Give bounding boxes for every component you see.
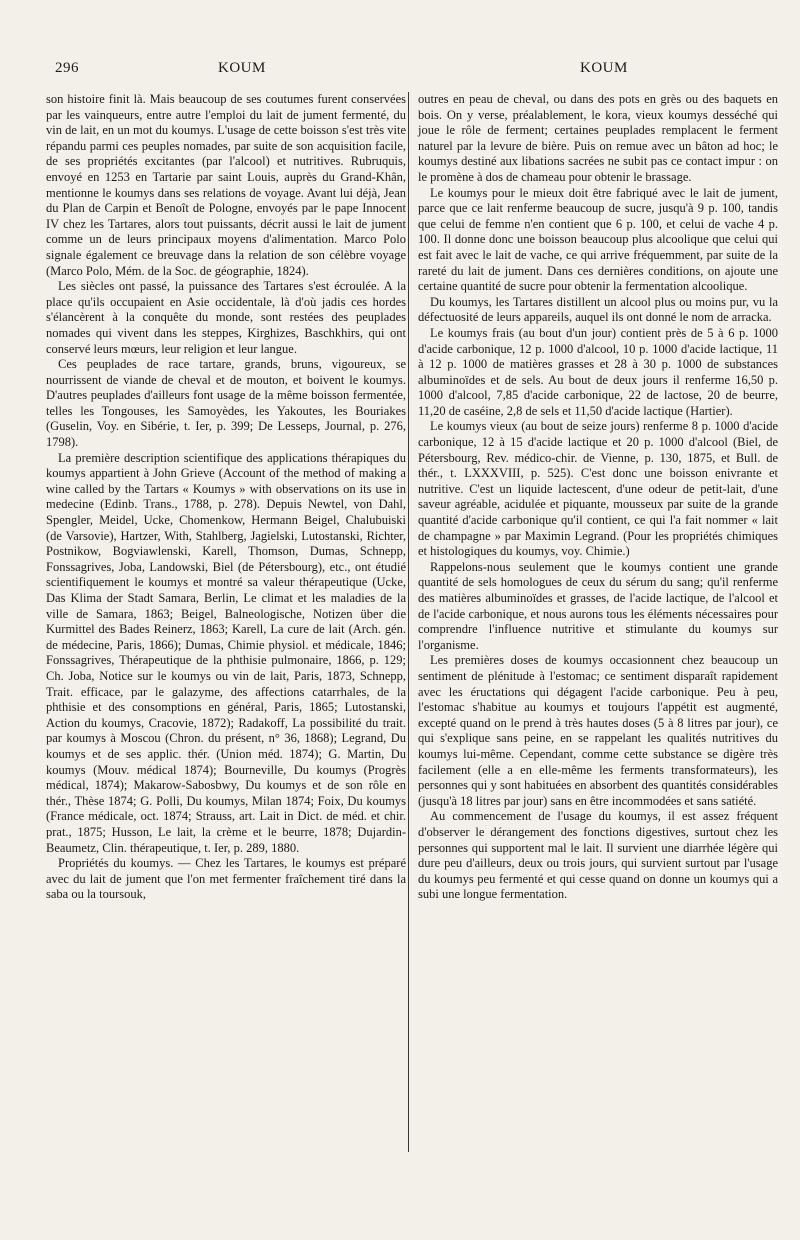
paragraph: La première description scientifique des applications thérapiques du koumys appartient à John Grieve (Account of the method of making a wine called by the Tartars « Koumys » with observations on its use in medecine (Edinb. Trans., 1788, p. 278). Depuis Newtel, von Dahl, Spengler, Meidel, Ucke, Chomenkow, Hermann Beigel, Chalubuiski (de Varsovie), Hartzer, With, Stahlberg, Jagielski, Lutostanski, Richter, Postnikow, Bogviawlenski, Karell, Thomson, Dumas, Schnepp, Fonssagrives, Joba, Landowski, Biel (de Pétersbourg), etc., ont étudié scientifiquement le koumys et montré sa valeur thérapeutique (Ucke, Das Klima der Stadt Samara, Berlin, Le climat et les maladies de la ville de Samara, 1863; Beigel, Balneologische, Notizen über die Kurmittel des Bades Reinerz, 1863; Karell, La cure de lait (Arch. gén. de médecine, Paris, 1866); Dumas, Chimie physiol. et médicale, 1846; Fonssagrives, Thérapeutique de la phthisie pulmonaire, 1866, p. 129; Ch. Joba, Notice sur le koumys ou vin de lait, Paris, 1873, Schnepp, Trait. efficace, par le galazyme, des affections catarrhales, de la phthisie et des consomptions en général, Paris, 1865; Lutostanski, Action du koumys, Cracovie, 1872); Radakoff, La possibilité du trait. par koumys à Moscou (Chron. du présent, n° 36, 1868); Legrand, Du koumys et de ses applic. thér. (Union méd. 1874); G. Martin, Du koumys (Mouv. médical 1874); Bourneville, Du koumys (Progrès médical, 1874); Makarow-Sabosbwy, Du koumys et de son rôle en thér., Thèse 1874; G. Polli, Du koumys, Milan 1874; Foix, Du koumys (France médicale, oct. 1874; Strauss, art. Lait in Dict. de méd. et chir. prat., 1875; Husson, Le lait, la crème et le beurre, 1878; Dujardin-Beaumetz, Clin. thérapeutique, t. Ier, p. 289, 1880. (46, 450, 406, 855)
paragraph: Au commencement de l'usage du koumys, il est assez fréquent d'observer le dérangement des fonctions digestives, surtout chez les personnes qui supportent mal le lait. Il survient une diarrhée légère qui dure peu d'ailleurs, deux ou trois jours, qui survient surtout par l'usage du koumys peu fermenté et qui cesse quand on donne un koumys qui a subi une longue fermentation. (418, 809, 778, 902)
paragraph: Les siècles ont passé, la puissance des Tartares s'est écroulée. A la place qu'ils occupaient en Asie occidentale, là d'où jadis ces hordes s'élancèrent à la conquête du monde, sont restées des peuplades nomades qui vivent dans les steppes, Kirghizes, Baschkhirs, qui ont conservé leurs mœurs, leur religion et leur langue. (46, 279, 406, 356)
paragraph: Rappelons-nous seulement que le koumys contient une grande quantité de sels homologues de ceux du sérum du sang; qu'il renferme des matières albuminoïdes et grasses, de l'acide lactique, de l'alcool et de l'acide carbonique, et nous aurons tous les éléments nécessaires pour comprendre l'influence nutritive et stimulante du koumys sur l'organisme. (418, 559, 778, 652)
paragraph: Propriétés du koumys. — Chez les Tartares, le koumys est préparé avec du lait de jument que l'on met fermenter fraîchement tiré dans la saba ou la toursouk, (46, 856, 406, 902)
paragraph: Le koumys vieux (au bout de seize jours) renferme 8 p. 1000 d'acide carbonique, 12 à 15 d'acide lactique et 20 p. 1000 d'alcool (Biel, de Pétersbourg, Rev. médico-chir. de Vienne, p. 130, 1875, et Bull. de thér., t. LXXXVIII, p. 525). C'est donc une boisson enivrante et nutritive. C'est un liquide lactescent, d'une odeur de petit-lait, d'une saveur agréable, acidulée et piquante, mousseux par suite de la grande quantité d'acide carbonique qu'il contient, ce qui l'a fait nommer « lait de champagne » par Maximin Legrand. (Pour les propriétés chimiques et histologiques du koumys, voy. Chimie.) (418, 419, 778, 559)
paragraph: Le koumys frais (au bout d'un jour) contient près de 5 à 6 p. 1000 d'acide carbonique, 12 p. 1000 d'alcool, 10 p. 1000 d'acide lactique, 11 à 12 p. 1000 de matières grasses et 28 à 30 p. 1000 de substances albuminoïdes et de sels. Au bout de deux jours il renferme 16,50 p. 1000 d'alcool, 7,85 d'acide carbonique, 22 de lactose, 20 de beurre, 11,20 de caséine, 2,8 de sels et 11,50 d'acide lactique (Hartier). (418, 325, 778, 418)
page-number: 296 (55, 60, 79, 76)
right-column (418, 92, 778, 903)
running-head-left: KOUM (218, 60, 266, 76)
column-divider (408, 92, 409, 1152)
paragraph: son histoire finit là. Mais beaucoup de ses coutumes furent conservées par les vainqueurs, entre autre l'emploi du lait de jument fermenté, du vin de lait, en un mot du koumys. L'usage de cette boisson s'est très vite répandu parmi ces peuples nomades, par suite de son acquisition facile, de ses propriétés excitantes (par l'alcool) et nutritives. Rubruquis, envoyé en 1253 en Tartarie par saint Louis, auprès du Grand-Khân, mentionne le koumys dans ses relations de voyage. Avant lui déjà, Jean du Plan de Carpin et Benoît de Pologne, envoyés par le pape Innocent IV chez les Tartares, alors tout puissants, décrit aussi le lait de jument comme un de leurs principaux moyens d'alimentation. Marco Polo signale également ce breuvage dans la relation de son célèbre voyage (Marco Polo, Mém. de la Soc. de géographie, 1824). (46, 92, 406, 278)
paragraph: Ces peuplades de race tartare, grands, bruns, vigoureux, se nourrissent de viande de cheval et de mouton, et boivent le koumys. D'autres peuplades d'ailleurs font usage de la même boisson fermentée, telles les Tongouses, les Samoyèdes, les Yakoutes, les Bouriakes (Guselin, Voy. en Sibérie, t. Ier, p. 399; De Lesseps, Journal, p. 276, 1798). (46, 357, 406, 450)
paragraph: outres en peau de cheval, ou dans des pots en grès ou des baquets en bois. On y verse, préalablement, le kora, vieux koumys desséché qui joue le rôle de ferment; certaines peuplades remplacent le ferment naturel par la levure de bière. Puis on remue avec un bâton ad hoc; le koumys destiné aux libations sacrées ne subit pas ce contact impur : on le promène à dos de chameau pour obtenir le brassage. (418, 92, 778, 184)
running-head-right: KOUM (580, 60, 628, 76)
paragraph: Le koumys pour le mieux doit être fabriqué avec le lait de jument, parce que ce lait renferme beaucoup de sucre, jusqu'à 9 p. 100, tandis que celui de femme n'en contient que 6 p. 100, et celui de vache 4 p. 100. Il donne donc une boisson beaucoup plus alcoolique que celui qui est fait avec le lait de vache, ce qui arrive fréquemment, par suite de la rareté du lait de jument. Dans ces dernières conditions, on ajoute une certaine quantité de sucre pour obtenir la fermentation alcoolique. (418, 185, 778, 294)
paragraph: Les premières doses de koumys occasionnent chez beaucoup un sentiment de plénitude à l'estomac; ce sentiment disparaît rapidement avec les éructations qui dégagent l'acide carbonique. Peu à peu, l'estomac s'habitue au koumys et toujours l'appétit est augmenté, excepté quand on le prend à très hautes doses (5 à 8 litres par jour), ce qui s'explique sans peine, en se rappelant les qualités nutritives du koumys lui-même. Cependant, comme cette substance se digère très facilement (elle a en elle-même les ferments transformateurs), les personnes qui y sont habituées en absorbent des quantités considérables (jusqu'à 18 litres par jour) sans en être incommodées et sans satiété. (418, 653, 778, 808)
paragraph: Du koumys, les Tartares distillent un alcool plus ou moins pur, vu la défectuosité de leurs appareils, auquel ils ont donné le nom de arracka. (418, 294, 778, 325)
left-column (46, 92, 406, 903)
